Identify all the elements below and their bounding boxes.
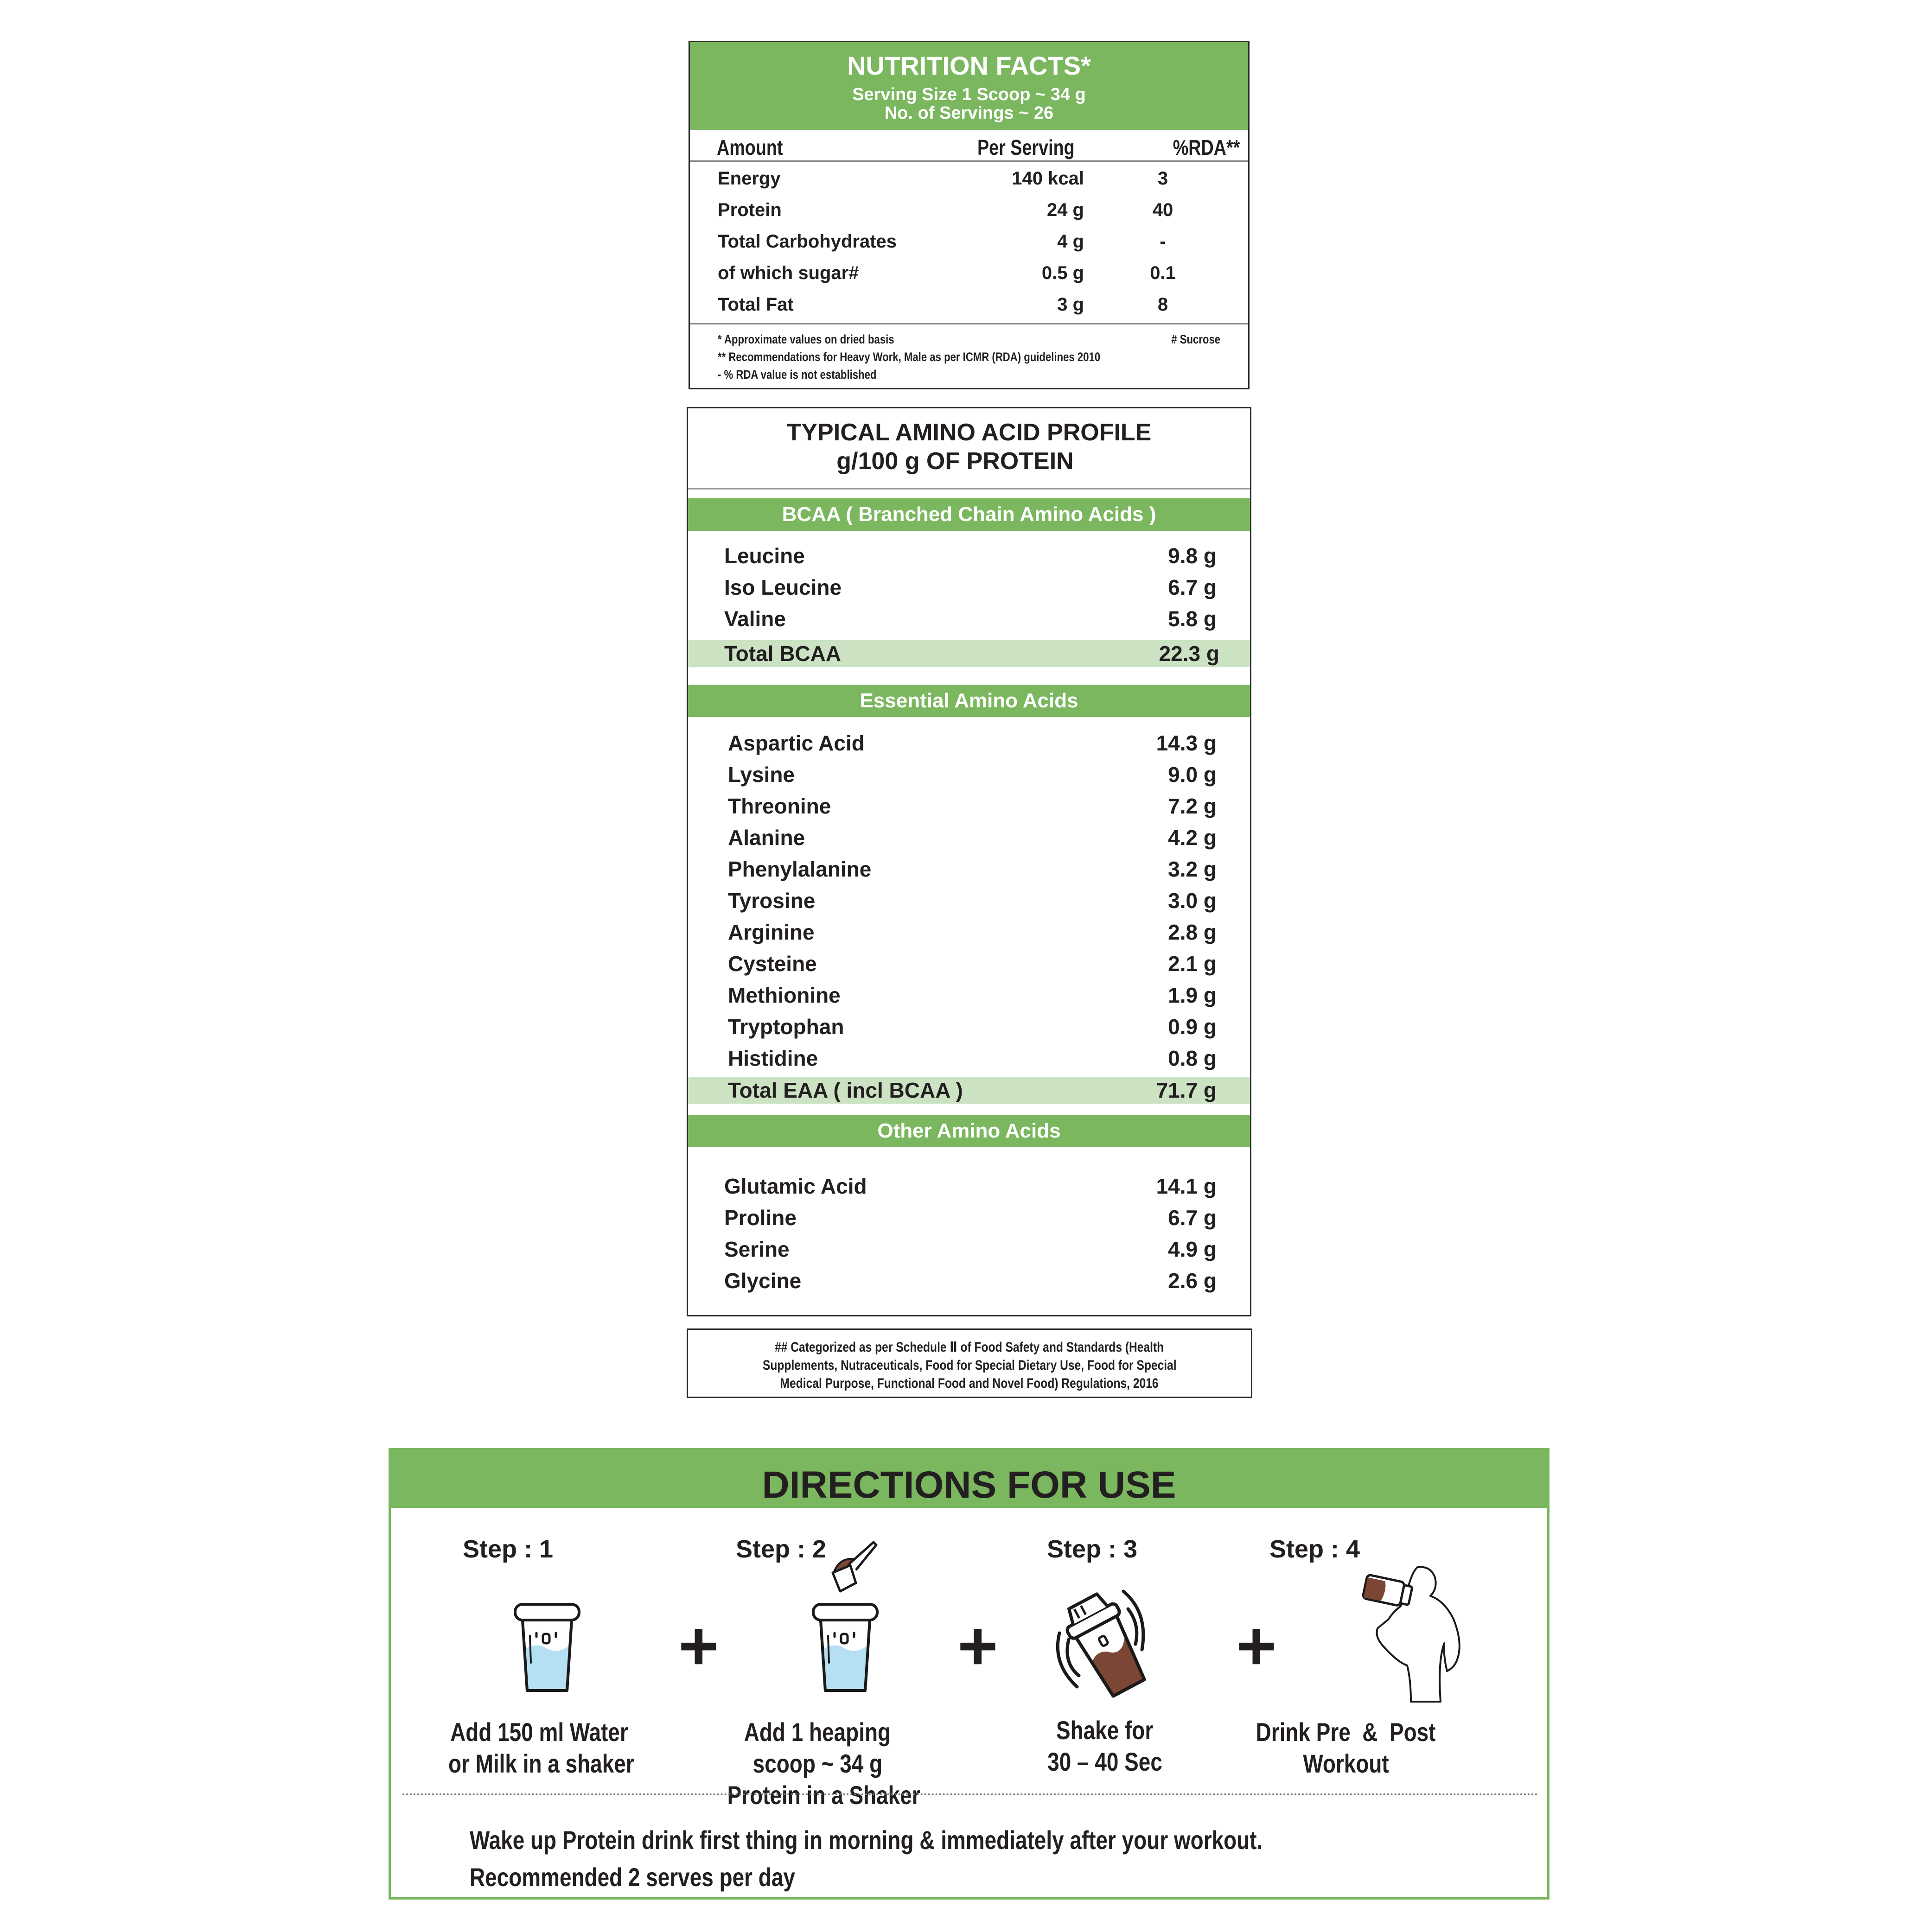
amino-name: Aspartic Acid (728, 731, 865, 755)
dotted-divider (402, 1793, 1538, 1795)
nutrition-facts-title: NUTRITION FACTS* (847, 51, 1091, 80)
amino-row (688, 728, 1250, 758)
step-desc-line (1225, 1748, 1467, 1779)
amino-name: Serine (724, 1237, 790, 1261)
step-desc-line (706, 1779, 929, 1811)
amino-title: TYPICAL AMINO ACID PROFILE (786, 419, 1152, 446)
footnote-approx (718, 332, 1089, 348)
amino-value: 6.7 g (1168, 575, 1217, 599)
amino-row (688, 791, 1250, 821)
nutrient-name: Total Fat (718, 294, 794, 315)
plus-sign: + (957, 1607, 998, 1684)
amino-name: Alanine (728, 826, 805, 850)
amino-name: Proline (724, 1206, 797, 1230)
nutrition-row (690, 168, 1248, 200)
step-desc-line (1225, 1716, 1467, 1748)
amino-row (688, 886, 1250, 915)
nutrition-row (690, 263, 1248, 294)
divider (690, 323, 1248, 324)
column-header-amount-text: Amount (717, 135, 783, 159)
scoop-cup-icon (801, 1538, 894, 1696)
nutrition-row (690, 231, 1248, 263)
amino-value: 14.1 g (1156, 1174, 1217, 1198)
step-desc-line (1007, 1746, 1202, 1778)
step-desc-text: Workout (1303, 1749, 1389, 1778)
amino-value: 4.9 g (1168, 1237, 1217, 1261)
directions-panel (389, 1448, 1549, 1900)
regulation-line-2 (688, 1356, 1251, 1374)
step-desc-text: Protein in a Shaker (727, 1780, 920, 1810)
amino-value: 2.8 g (1168, 920, 1217, 944)
amino-value: 0.8 g (1168, 1046, 1217, 1070)
nutrition-facts-panel (689, 41, 1250, 389)
plus-sign: + (1236, 1607, 1277, 1684)
amino-value: 4.2 g (1168, 826, 1217, 850)
amino-acid-profile-panel (687, 407, 1251, 1316)
amino-value: 6.7 g (1168, 1206, 1217, 1230)
step-3-description (1007, 1715, 1202, 1778)
total-eaa-row (688, 1077, 1250, 1104)
amino-name: Glycine (724, 1269, 802, 1293)
column-header-per-serving (977, 135, 1121, 159)
amino-row (688, 604, 1250, 634)
amino-value: 0.9 g (1168, 1015, 1217, 1039)
step-desc-text: Shake for (1056, 1716, 1154, 1745)
nutrient-name: Total Carbohydrates (718, 231, 897, 252)
nutrient-value: 24 g (1046, 200, 1084, 220)
footnote-approx-text: * Approximate values on dried basis (718, 332, 894, 346)
column-header-amount (717, 135, 856, 159)
column-header-per-serving-text: Per Serving (977, 135, 1075, 159)
nutrient-value: 3 g (1057, 294, 1084, 315)
step-desc-text: Add 1 heaping (744, 1717, 891, 1747)
other-amino-header: Other Amino Acids (688, 1115, 1250, 1147)
amino-name: Methionine (728, 983, 841, 1007)
footnote-rda-text: - % RDA value is not established (718, 368, 877, 381)
amino-name: Valine (724, 607, 786, 631)
essential-header: Essential Amino Acids (688, 685, 1250, 717)
step-desc-text: 30 – 40 Sec (1047, 1747, 1162, 1776)
amino-value: 9.0 g (1168, 763, 1217, 787)
amino-name: Leucine (724, 544, 805, 568)
amino-row (688, 854, 1250, 884)
amino-row (688, 980, 1250, 1010)
footnote-icmr (718, 350, 1228, 366)
step-3-label: Step : 3 (1047, 1535, 1138, 1563)
amino-name: Cysteine (728, 952, 817, 976)
amino-name: Lysine (728, 763, 795, 787)
amino-row (688, 1012, 1250, 1042)
amino-value: 2.1 g (1168, 952, 1217, 976)
nutrient-name: of which sugar# (718, 263, 859, 283)
step-1-label: Step : 1 (463, 1535, 554, 1563)
amino-total-value: 71.7 g (1156, 1078, 1217, 1102)
step-desc-line (428, 1748, 650, 1779)
nutrient-name: Protein (718, 200, 782, 220)
amino-row (688, 1203, 1250, 1233)
recommended-serves (470, 1862, 867, 1892)
nutrient-rda: 0.1 (1150, 263, 1176, 283)
step-desc-text: or Milk in a shaker (448, 1749, 634, 1778)
regulation-line-text: Medical Purpose, Functional Food and Novel Food) Regulations, 2016 (780, 1376, 1159, 1391)
amino-subtitle: g/100 g OF PROTEIN (836, 448, 1074, 475)
nutrient-rda: 3 (1157, 168, 1168, 189)
amino-row (688, 541, 1250, 571)
amino-row (688, 572, 1250, 602)
amino-row (688, 760, 1250, 789)
regulation-line-text: ## Categorized as per Schedule Ⅱ of Food Safety and Standards (Health (775, 1340, 1164, 1355)
divider (690, 160, 1248, 162)
amino-row (688, 1171, 1250, 1201)
step-2-label: Step : 2 (736, 1535, 827, 1563)
amino-row (688, 1266, 1250, 1296)
amino-value: 1.9 g (1168, 983, 1217, 1007)
serving-size: Serving Size 1 Scoop ~ 34 g (852, 85, 1086, 104)
amino-value: 5.8 g (1168, 607, 1217, 631)
step-desc-text: Add 150 ml Water (450, 1717, 628, 1747)
usage-note-text: Wake up Protein drink first thing in morning & immediately after your workout. (470, 1825, 1263, 1855)
step-4-label: Step : 4 (1269, 1535, 1360, 1563)
amino-name: Tryptophan (728, 1015, 844, 1039)
footnote-sucrose-text: # Sucrose (1171, 332, 1220, 346)
bcaa-header: BCAA ( Branched Chain Amino Acids ) (688, 498, 1250, 531)
amino-row (688, 1234, 1250, 1264)
nutrient-rda: - (1160, 231, 1166, 252)
amino-name: Arginine (728, 920, 815, 944)
amino-value: 9.8 g (1168, 544, 1217, 568)
amino-total-name: Total EAA ( incl BCAA ) (728, 1078, 963, 1102)
amino-value: 2.6 g (1168, 1269, 1217, 1293)
number-of-servings: No. of Servings ~ 26 (884, 103, 1054, 123)
amino-name: Tyrosine (728, 889, 816, 913)
recommended-serves-text: Recommended 2 serves per day (470, 1862, 795, 1892)
amino-row (688, 823, 1250, 852)
step-1-description (428, 1716, 650, 1779)
nutrient-value: 0.5 g (1041, 263, 1084, 283)
amino-name: Phenylalanine (728, 857, 872, 881)
amino-value: 3.2 g (1168, 857, 1217, 881)
step-2-description (706, 1716, 929, 1811)
step-desc-line (706, 1748, 929, 1779)
usage-note (470, 1825, 1437, 1855)
nutrient-rda: 8 (1157, 294, 1168, 315)
amino-row (688, 1043, 1250, 1073)
footnote-rda-not-established (718, 368, 1089, 383)
nutrient-rda: 40 (1152, 200, 1173, 220)
nutrient-value: 140 kcal (1012, 168, 1084, 189)
regulation-line-1 (688, 1338, 1251, 1356)
amino-value: 3.0 g (1168, 889, 1217, 913)
column-header-rda (1135, 135, 1240, 159)
column-header-rda-text: %RDA** (1173, 135, 1240, 159)
step-desc-line (706, 1716, 929, 1748)
amino-name: Iso Leucine (724, 575, 842, 599)
amino-row (688, 949, 1250, 979)
nutrient-value: 4 g (1057, 231, 1084, 252)
directions-title: DIRECTIONS FOR USE (762, 1464, 1176, 1506)
footnote-icmr-text: ** Recommendations for Heavy Work, Male as per ICMR (RDA) guidelines 2010 (718, 350, 1101, 364)
water-cup-icon (512, 1598, 582, 1695)
total-bcaa-row (688, 640, 1250, 667)
plus-sign: + (678, 1607, 719, 1684)
step-desc-text: Drink Pre & Post (1256, 1717, 1436, 1747)
amino-name: Glutamic Acid (724, 1174, 867, 1198)
nutrient-name: Energy (718, 168, 781, 189)
amino-name: Histidine (728, 1046, 818, 1070)
step-desc-line (1007, 1715, 1202, 1746)
amino-value: 7.2 g (1168, 794, 1217, 818)
amino-total-name: Total BCAA (724, 642, 842, 666)
directions-header (391, 1450, 1547, 1508)
divider (688, 488, 1250, 489)
regulation-line-3 (688, 1374, 1251, 1392)
amino-row (688, 917, 1250, 947)
step-4-description (1225, 1716, 1467, 1779)
footnote-sucrose (1107, 332, 1220, 348)
nutrition-facts-header (690, 42, 1248, 130)
step-desc-line (428, 1716, 650, 1748)
regulation-line-text: Supplements, Nutraceuticals, Food for Special Dietary Use, Food for Special (762, 1358, 1177, 1373)
nutrition-row (690, 200, 1248, 231)
nutrition-row (690, 294, 1248, 326)
amino-total-value: 22.3 g (1159, 642, 1219, 666)
regulation-note (687, 1328, 1252, 1398)
shaker-icon (1049, 1585, 1160, 1701)
amino-value: 14.3 g (1156, 731, 1217, 755)
person-drinking-icon (1356, 1563, 1467, 1703)
amino-name: Threonine (728, 794, 831, 818)
step-desc-text: scoop ~ 34 g (752, 1749, 882, 1778)
